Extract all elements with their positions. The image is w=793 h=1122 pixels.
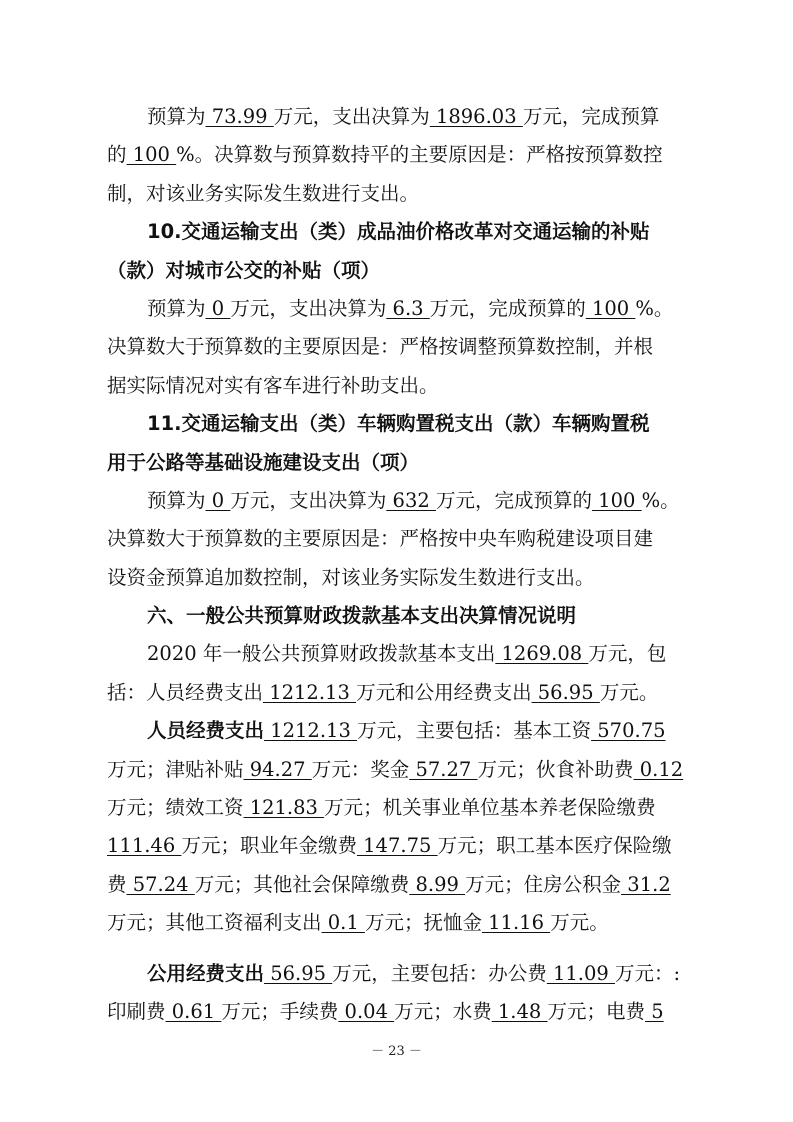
text-run: 设资金预算追加数控制，对该业务实际发生数进行支出。 — [107, 565, 595, 589]
text-line — [107, 827, 697, 865]
text-line — [107, 136, 697, 174]
text-run: 用于公路等基础设施建设支出（项） — [107, 450, 420, 474]
underlined-value: 0.61 — [165, 999, 222, 1023]
paragraph — [107, 482, 697, 597]
underlined-value: 0 — [205, 296, 231, 320]
paragraph-gap — [107, 943, 697, 955]
paragraph — [107, 213, 697, 290]
text-line — [107, 712, 697, 750]
paragraph — [107, 405, 697, 482]
text-run: 万元，包 — [588, 642, 667, 666]
text-line — [107, 98, 697, 136]
text-run: 万元；抚恤金 — [364, 911, 482, 935]
text-line — [107, 559, 697, 597]
heading-line — [107, 213, 697, 251]
paragraph — [107, 635, 697, 712]
text-run: （款）对城市公交的补贴（项） — [107, 258, 381, 282]
underlined-value: 1212.13 — [263, 680, 357, 704]
underlined-value: 632 — [386, 488, 436, 512]
text-line — [107, 866, 697, 904]
underlined-value: 570.75 — [591, 719, 666, 743]
underlined-value: 0.1 — [321, 911, 365, 935]
underlined-value: 100 — [591, 488, 642, 512]
text-run: %。决算数与预算数持平的主要原因是：严格按预算数控 — [176, 143, 663, 167]
underlined-value: 0 — [205, 488, 231, 512]
underlined-value: 1.48 — [491, 999, 548, 1023]
text-run: 万元；住房公积金 — [465, 872, 622, 896]
text-run: 万元，主要包括：基本工资 — [357, 719, 592, 743]
text-run: 万元；手续费 — [221, 999, 339, 1023]
text-line — [107, 993, 697, 1031]
bold-label: 公用经费支出 — [147, 961, 265, 985]
text-run: 括：人员经费支出 — [107, 680, 264, 704]
text-run: 万元：奖金 — [311, 757, 410, 781]
text-run: 据实际情况对实有客车进行补助支出。 — [107, 373, 439, 397]
text-run: %。 — [641, 488, 680, 512]
body-text — [107, 98, 697, 1031]
underlined-value: 57.24 — [126, 872, 195, 896]
text-run: 费 — [107, 872, 127, 896]
text-run: 万元；职工基本医疗保险缴 — [437, 834, 672, 858]
text-run: 2020 年一般公共预算财政拨款基本支出 — [147, 642, 496, 666]
text-run: 万元；职业年金缴费 — [181, 834, 357, 858]
underlined-value: 111.46 — [107, 834, 182, 858]
text-line — [107, 520, 697, 558]
text-line — [107, 635, 697, 673]
text-run: 10.交通运输支出（类）成品油价格改革对交通运输的补贴 — [147, 220, 650, 244]
paragraph — [107, 955, 697, 1032]
underlined-value: 1896.03 — [429, 105, 523, 128]
paragraph — [107, 290, 697, 405]
text-run: 万元：: — [615, 961, 681, 985]
underlined-value: 100 — [126, 143, 177, 167]
heading-line — [107, 252, 697, 290]
text-run: 万元，支出决算为 — [273, 105, 430, 128]
text-run: 万元。 — [599, 680, 659, 704]
underlined-value: 56.95 — [531, 680, 600, 704]
text-run: 决算数大于预算数的主要原因是：严格按中央车购税建设项目建 — [107, 527, 654, 551]
underlined-value: 57.27 — [409, 757, 478, 781]
underlined-value: 0.12 — [633, 757, 684, 781]
text-run: 万元，支出决算为 — [230, 296, 387, 320]
text-line — [107, 789, 697, 827]
text-line — [107, 955, 697, 993]
text-run: 万元。 — [550, 911, 609, 935]
underlined-value: 73.99 — [205, 105, 274, 128]
text-run: 万元，完成预算的 — [429, 296, 586, 320]
underlined-value: 11.09 — [546, 961, 615, 985]
heading-line — [107, 444, 697, 482]
text-line — [107, 674, 697, 712]
underlined-value: 1212.13 — [264, 719, 358, 743]
underlined-value: 11.16 — [481, 911, 551, 935]
underlined-value: 0.04 — [338, 999, 395, 1023]
text-run: 万元，主要包括：办公费 — [332, 961, 547, 985]
text-run: 印刷费 — [107, 999, 166, 1023]
text-run: 万元；水费 — [394, 999, 492, 1023]
paragraph — [107, 98, 697, 213]
text-run: 的 — [107, 143, 127, 167]
text-run: 11.交通运输支出（类）车辆购置税支出（款）车辆购置税 — [147, 412, 650, 436]
underlined-value: 100 — [585, 296, 636, 320]
page-number: － 23 － — [371, 1044, 422, 1059]
text-line — [107, 904, 697, 942]
underlined-value: 5 — [645, 999, 664, 1023]
text-run: 决算数大于预算数的主要原因是：严格按调整预算数控制，并根 — [107, 335, 654, 359]
underlined-value: 121.83 — [243, 796, 325, 820]
text-run: 万元，完成预算 — [522, 105, 660, 128]
underlined-value: 1269.08 — [495, 642, 589, 666]
text-run: 万元，完成预算的 — [435, 488, 592, 512]
heading-line — [107, 597, 697, 635]
underlined-value: 94.27 — [243, 757, 312, 781]
text-line — [107, 367, 697, 405]
text-line — [107, 290, 697, 328]
text-run: 预算为 — [147, 488, 206, 512]
text-run: 预算为 — [147, 105, 206, 128]
text-line — [107, 328, 697, 366]
text-run: 万元；电费 — [547, 999, 646, 1023]
text-run: 六、一般公共预算财政拨款基本支出决算情况说明 — [147, 604, 577, 628]
text-run: 万元；绩效工资 — [107, 796, 244, 820]
underlined-value: 56.95 — [264, 961, 333, 985]
text-run: 万元；其他工资福利支出 — [107, 911, 322, 935]
bold-label: 人员经费支出 — [147, 719, 265, 743]
text-run: 万元；机关事业单位基本养老保险缴费 — [324, 796, 656, 820]
text-run: 万元和公用经费支出 — [356, 680, 532, 704]
text-run: %。 — [635, 296, 674, 320]
underlined-value: 31.2 — [621, 872, 671, 896]
text-line — [107, 482, 697, 520]
text-run: 预算为 — [147, 296, 206, 320]
paragraph — [107, 712, 697, 942]
text-line — [107, 751, 697, 789]
underlined-value: 6.3 — [386, 296, 430, 320]
underlined-value: 8.99 — [409, 872, 466, 896]
underlined-value: 147.75 — [356, 834, 438, 858]
text-run: 万元；津贴补贴 — [107, 757, 244, 781]
text-run: 制，对该业务实际发生数进行支出。 — [107, 181, 420, 205]
text-line — [107, 175, 697, 213]
heading-line — [107, 405, 697, 443]
text-run: 万元；伙食补助费 — [477, 757, 634, 781]
text-run: 万元；其他社会保障缴费 — [194, 872, 410, 896]
text-run: 万元，支出决算为 — [230, 488, 387, 512]
paragraph — [107, 597, 697, 635]
